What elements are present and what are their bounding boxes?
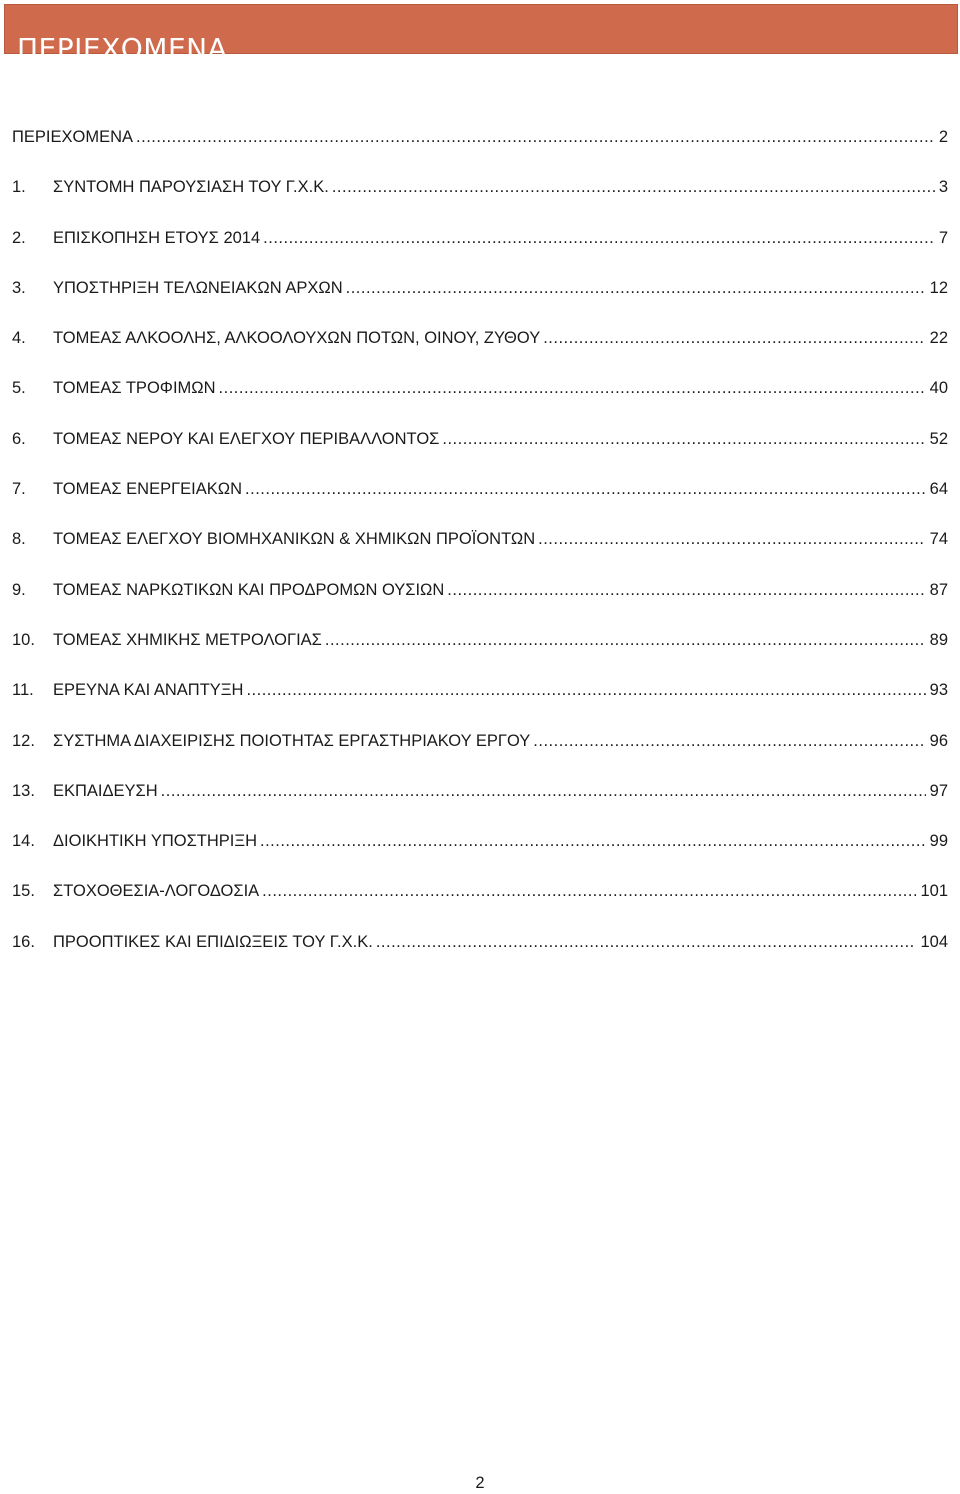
- toc-entry-page: 40: [929, 379, 948, 398]
- toc-entry-title: ΕΠΙΣΚΟΠΗΣΗ ΕΤΟΥΣ 2014: [53, 228, 261, 247]
- toc-entry-title: ΤΟΜΕΑΣ ΝΑΡΚΩΤΙΚΩΝ ΚΑΙ ΠΡΟΔΡΟΜΩΝ ΟΥΣΙΩΝ: [53, 580, 445, 599]
- toc-entry-number: 16.: [12, 932, 35, 951]
- toc-entry-title: ΣΥΣΤΗΜΑ ΔΙΑΧΕΙΡΙΣΗΣ ΠΟΙΟΤΗΤΑΣ ΕΡΓΑΣΤΗΡΙΑΚΟΥ ΕΡΓΟΥ: [53, 731, 531, 750]
- toc-entry-page: 87: [929, 580, 948, 599]
- toc-dot-leader: [245, 476, 926, 502]
- toc-dot-leader: [260, 828, 926, 854]
- toc-entry-title: ΣΤΟΧΟΘΕΣΙΑ-ΛΟΓΟΔΟΣΙΑ: [53, 882, 260, 901]
- toc-entry[interactable]: [12, 577, 948, 627]
- toc-entry-page: 93: [929, 681, 948, 700]
- toc-dot-leader: [246, 677, 925, 703]
- toc-dot-leader: [332, 174, 935, 200]
- section-header-bar: [4, 4, 958, 65]
- toc-dot-leader: [442, 426, 925, 452]
- toc-entry[interactable]: [12, 476, 948, 526]
- toc-entry-page: 7: [938, 228, 948, 247]
- toc-entry-page: 2: [938, 128, 948, 146]
- toc-entry[interactable]: [12, 375, 948, 425]
- table-of-contents: [12, 124, 948, 979]
- toc-entry-title: ΠΡΟΟΠΤΙΚΕΣ ΚΑΙ ΕΠΙΔΙΩΞΕΙΣ ΤΟΥ Γ.Χ.Κ.: [53, 932, 373, 951]
- toc-dot-leader: [543, 325, 925, 351]
- toc-entry-number: 4.: [12, 329, 26, 348]
- toc-entry[interactable]: [12, 929, 948, 979]
- toc-entry-number: 9.: [12, 580, 26, 599]
- toc-entry[interactable]: [12, 778, 948, 828]
- toc-entry-page: 104: [920, 932, 948, 951]
- toc-dot-leader: [376, 929, 917, 955]
- toc-entry-number: 8.: [12, 530, 26, 549]
- toc-entry[interactable]: [12, 627, 948, 677]
- toc-dot-leader: [263, 225, 935, 251]
- toc-dot-leader: [538, 526, 926, 552]
- toc-entry-number: 14.: [12, 832, 35, 851]
- toc-entry-number: 3.: [12, 278, 26, 297]
- page-title: ΠΕΡΙΕΧΟΜΕΝΑ: [17, 31, 228, 65]
- toc-entry[interactable]: [12, 677, 948, 727]
- toc-entry-title: ΥΠΟΣΤΗΡΙΞΗ ΤΕΛΩΝΕΙΑΚΩΝ ΑΡΧΩΝ: [53, 278, 343, 297]
- toc-entry-page: 96: [929, 731, 948, 750]
- toc-entry-title: ΤΟΜΕΑΣ ΧΗΜΙΚΗΣ ΜΕΤΡΟΛΟΓΙΑΣ: [53, 630, 322, 649]
- toc-entry-page: 89: [929, 630, 948, 649]
- toc-entry-number: 1.: [12, 178, 26, 197]
- toc-entry-page: 74: [929, 530, 948, 549]
- toc-entry[interactable]: [12, 878, 948, 928]
- toc-entry-number: 10.: [12, 630, 35, 649]
- toc-entry-number: 6.: [12, 429, 26, 448]
- toc-entry-title: ΔΙΟΙΚΗΤΙΚΗ ΥΠΟΣΤΗΡΙΞΗ: [53, 832, 257, 851]
- page-number: 2: [475, 1474, 485, 1492]
- toc-entry[interactable]: [12, 426, 948, 476]
- toc-dot-leader: [219, 375, 926, 401]
- toc-dot-leader: [325, 627, 926, 653]
- toc-entry-number: 5.: [12, 379, 26, 398]
- toc-entry-title: ΤΟΜΕΑΣ ΑΛΚΟΟΛΗΣ, ΑΛΚΟΟΛΟΥΧΩΝ ΠΟΤΩΝ, ΟΙΝΟΥ, ΖΥΘΟΥ: [53, 329, 541, 348]
- toc-dot-leader: [346, 275, 926, 301]
- toc-entry[interactable]: [12, 728, 948, 778]
- toc-entry[interactable]: [12, 124, 948, 174]
- toc-entry-page: 97: [929, 781, 948, 800]
- toc-entry-number: 12.: [12, 731, 35, 750]
- toc-dot-leader: [262, 878, 916, 904]
- toc-entry-title: ΤΟΜΕΑΣ ΕΛΕΓΧΟΥ ΒΙΟΜΗΧΑΝΙΚΩΝ & ΧΗΜΙΚΩΝ ΠΡΟΪΟΝΤΩΝ: [53, 530, 536, 549]
- toc-entry-page: 99: [929, 832, 948, 851]
- toc-dot-leader: [161, 778, 926, 804]
- toc-dot-leader: [136, 124, 935, 150]
- toc-entry[interactable]: [12, 174, 948, 224]
- toc-entry-title: ΣΥΝΤΟΜΗ ΠΑΡΟΥΣΙΑΣΗ ΤΟΥ Γ.Χ.Κ.: [53, 178, 329, 197]
- toc-dot-leader: [447, 577, 925, 603]
- toc-entry[interactable]: [12, 225, 948, 275]
- toc-entry-number: 7.: [12, 480, 26, 499]
- toc-entry-page: 3: [938, 178, 948, 197]
- toc-entry-page: 52: [929, 429, 948, 448]
- toc-entry[interactable]: [12, 275, 948, 325]
- toc-entry-number: 15.: [12, 882, 35, 901]
- toc-entry[interactable]: [12, 526, 948, 576]
- toc-dot-leader: [533, 728, 925, 754]
- toc-entry[interactable]: [12, 325, 948, 375]
- toc-entry-title: ΤΟΜΕΑΣ ΝΕΡΟΥ ΚΑΙ ΕΛΕΓΧΟΥ ΠΕΡΙΒΑΛΛΟΝΤΟΣ: [53, 429, 440, 448]
- toc-entry-page: 22: [929, 329, 948, 348]
- toc-entry-title: ΤΟΜΕΑΣ ΕΝΕΡΓΕΙΑΚΩΝ: [53, 480, 243, 499]
- toc-entry-title: ΕΚΠΑΙΔΕΥΣΗ: [53, 781, 158, 800]
- toc-entry-page: 12: [929, 278, 948, 297]
- toc-entry-number: 2.: [12, 228, 26, 247]
- toc-entry-number: 13.: [12, 781, 35, 800]
- toc-entry-number: 11.: [12, 681, 34, 700]
- toc-entry-page: 64: [929, 480, 948, 499]
- toc-entry-title: ΕΡΕΥΝΑ ΚΑΙ ΑΝΑΠΤΥΞΗ: [53, 681, 244, 700]
- toc-entry-title: ΠΕΡΙΕΧΟΜΕΝΑ: [12, 128, 134, 146]
- toc-entry-page: 101: [920, 882, 948, 901]
- toc-entry[interactable]: [12, 828, 948, 878]
- toc-entry-title: ΤΟΜΕΑΣ ΤΡΟΦΙΜΩΝ: [53, 379, 216, 398]
